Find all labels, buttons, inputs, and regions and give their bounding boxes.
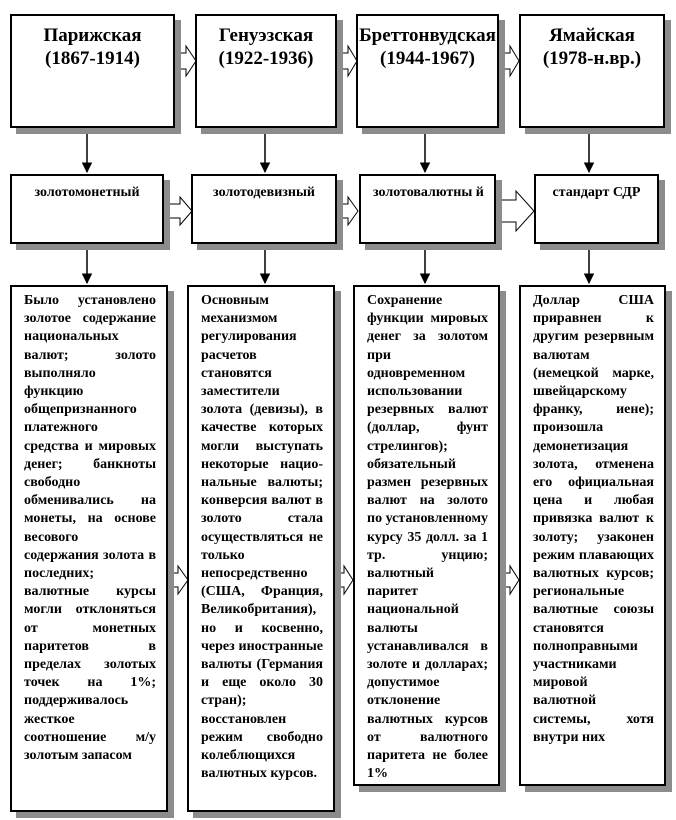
standard-label: золотомонетный — [34, 185, 140, 200]
standard-box-jamaica — [534, 174, 659, 244]
standard-label: золотовалютны й — [373, 185, 484, 200]
description-box-paris — [10, 285, 168, 812]
right-block-arrow — [335, 566, 353, 594]
standard-box-genoa — [191, 174, 337, 244]
standard-box-paris — [10, 174, 164, 244]
standard-box-bretton-woods — [359, 174, 496, 244]
description-box-genoa — [187, 285, 335, 812]
era-years: (1978-н.вр.) — [542, 48, 642, 69]
era-box-jamaica — [519, 14, 665, 128]
right-block-arrow — [337, 197, 358, 225]
right-block-arrow — [500, 46, 519, 76]
era-name: Бреттонвудская — [359, 25, 496, 46]
right-block-arrow — [176, 46, 196, 76]
right-block-arrow — [496, 191, 534, 231]
description-text: Основным механизмом регулирования расчетов становятся заместители золота (девизы), в качестве которых могли выступать некоторые нацио-нальные валюты; конверсия валют в золото стала осуществляться не только непосредственно (США, Франция, Великобритания), но и косвенно, через иностранные валюты (Германия и еще около 30 стран); восстановлен режим свободно колеблющихся валютных курсов. — [201, 293, 323, 782]
era-box-bretton-woods — [356, 14, 499, 128]
description-text: Доллар США приравнен к другим резервным валютам (немецкой марке, швейцарскому франку, иене); произошла демонетизация золота, отменена его официальная цена и любая привязка валют к золоту; узаконен режим плавающих валютных курсов; региональные валютные союзы становятся полноправными участниками мировой валютной системы, хотя внутри них — [533, 293, 654, 745]
era-years: (1867-1914) — [45, 48, 140, 69]
era-name: Парижская — [43, 25, 142, 46]
right-block-arrow — [338, 46, 357, 76]
description-box-jamaica — [519, 285, 666, 786]
description-box-bretton-woods — [353, 285, 500, 786]
right-block-arrow — [164, 197, 192, 225]
era-box-genoa — [195, 14, 337, 128]
era-name: Ямайская — [549, 25, 635, 46]
right-block-arrow — [168, 566, 188, 594]
era-years: (1944-1967) — [380, 48, 475, 69]
standard-label: стандарт СДР — [552, 185, 641, 200]
description-text: Было установлено золотое содержание национальных валют; золото выполняло функцию общепризнанного платежного средства и мировых денег; банкноты свободно обменивались на монеты, на основе весового содержания золота в последних; валютные курсы могли отклоняться от монетных паритетов в пределах золотых точек на 1%; поддерживалось жесткое соотношение м/у золотым запасом — [24, 293, 156, 764]
right-block-arrow — [500, 566, 519, 594]
era-box-paris — [10, 14, 175, 128]
standard-label: золотодевизный — [213, 185, 315, 200]
era-name: Генуэзская — [218, 25, 314, 46]
description-text: Сохранение функции мировых денег за золотом при одновременном использовании резервных валют (доллар, фунт стрелингов); обязательный размен резервных валют на золото по установленному курсу 35 долл. за 1 тр. унцию; валютный паритет национальной валюты устанавливался в золоте и долларах; допустимое отклонение валютных курсов от валютного паритета не более 1% — [367, 293, 488, 782]
era-years: (1922-1936) — [218, 48, 314, 69]
